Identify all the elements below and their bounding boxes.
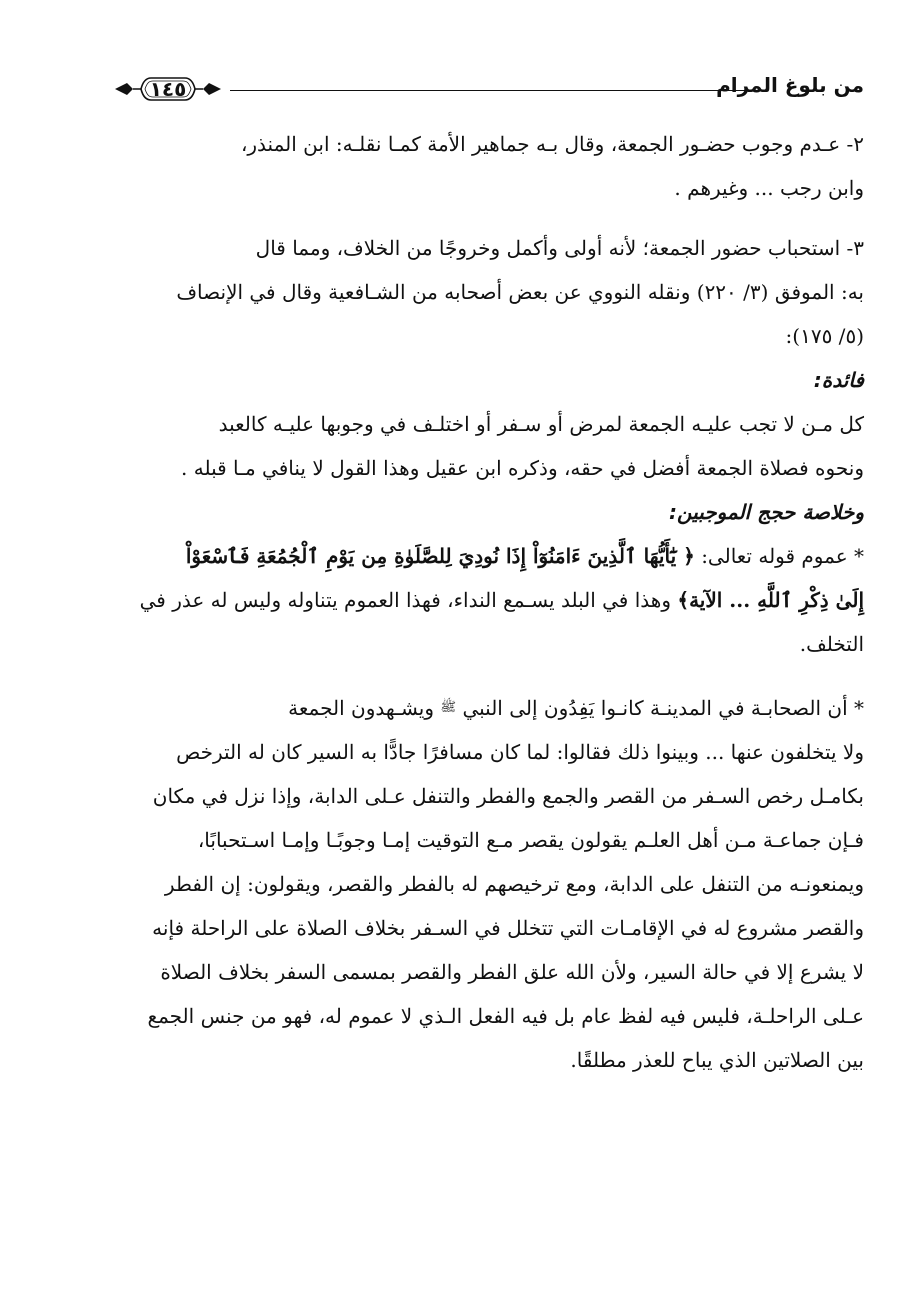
text-line: فـإن جماعـة مـن أهل العلـم يقولون يقصر مـع التوقيت إمـا وجوبًـا وإمـا اسـتحبابًا، — [197, 828, 864, 852]
paragraph-faida — [88, 402, 864, 490]
text-line: وابن رجب ... وغيرهم . — [674, 176, 864, 200]
text-line: والقصر مشروع له في الإقامـات التي تتخلل في السـفر بخلاف الصلاة على الراحلة فإنه — [152, 916, 864, 940]
page-number: ١٤٥ — [149, 77, 187, 101]
text-line: بين الصلاتين الذي يباح للعذر مطلقًا. — [570, 1048, 864, 1072]
text-line: التخلف. — [799, 632, 864, 656]
text-line: به: الموفق (٣/ ٢٢٠) ونقله النووي عن بعض أصحابه من الشـافعية وقال في الإنصاف — [176, 280, 864, 304]
text-line: ويمنعونـه من التنفل على الدابة، ومع ترخيصهم له بالفطر والقصر، ويقولون: إن الفطر — [164, 872, 864, 896]
summary-heading: وخلاصة حجج الموجبين: — [669, 500, 864, 524]
text-line: * أن الصحابـة في المدينـة كانـوا يَفِدُون إلى النبي — [462, 696, 864, 720]
text-line: ولا يتخلفون عنها ... وبينوا ذلك فقالوا: لما كان مسافرًا جادًّا به السير كان له الترخص — [176, 740, 864, 764]
page-header — [88, 62, 864, 122]
text-line: لا يشرع إلا في حالة السير، ولأن الله علق الفطر والقصر بمسمى السفر بخلاف الصلاة — [160, 960, 864, 984]
text-line: * عموم قوله تعالى: — [701, 544, 864, 568]
faida-heading: فائدة: — [813, 368, 864, 392]
text-line: بكامـل رخص السـفر من القصر والجمع والفطر والتنفل عـلى الدابة، وإذا نزل في مكان — [152, 784, 864, 808]
paragraph-point-3 — [88, 226, 864, 358]
header-rule — [230, 90, 746, 91]
page — [88, 62, 864, 1274]
book-title: من بلوغ المرام — [716, 73, 864, 97]
text-line: ونحوه فصلاة الجمعة أفضل في حقه، وذكره ابن عقيل وهذا القول لا ينافي مـا قبله . — [181, 456, 864, 480]
text-line: ٣- استحباب حضور الجمعة؛ لأنه أولى وأكمل وخروجًا من الخلاف، ومما قال — [255, 236, 864, 260]
text-line: كل مـن لا تجب عليـه الجمعة لمرض أو سـفر أو اختلـف في وجوبها عليـه كالعبد — [218, 412, 864, 436]
paragraph-evidence-1 — [88, 534, 864, 666]
text-line: عـلى الراحلـة، فليس فيه لفظ عام بل فيه الفعل الـذي لا عموم له، فهو من جنس الجمع — [147, 1004, 864, 1028]
salawat-honorific: ﷺ — [440, 700, 457, 715]
text-line: (٥/ ١٧٥): — [785, 324, 864, 348]
quran-verse: ﴿ يَٰٓأَيُّهَا ٱلَّذِينَ ءَامَنُوٓاْ إِذَا نُودِيَ لِلصَّلَوٰةِ مِن يَوْمِ ٱلْجُمُعَةِ فَٱسْعَوْاْ — [185, 544, 695, 568]
page-number-ornament — [113, 72, 223, 106]
text-line: وهذا في البلد يسـمع النداء، فهذا العموم يتناوله وليس له عذر في — [139, 588, 671, 612]
text-line: ويشـهدون الجمعة — [288, 696, 435, 720]
paragraph-evidence-2 — [88, 686, 864, 1082]
paragraph-point-2 — [88, 122, 864, 210]
text-line: ٢- عـدم وجوب حضـور الجمعة، وقال بـه جماهير الأمة كمـا نقلـه: ابن المنذر، — [240, 132, 864, 156]
quran-verse: إِلَىٰ ذِكْرِ ٱللَّهِ ... الآية﴾ — [677, 588, 864, 612]
